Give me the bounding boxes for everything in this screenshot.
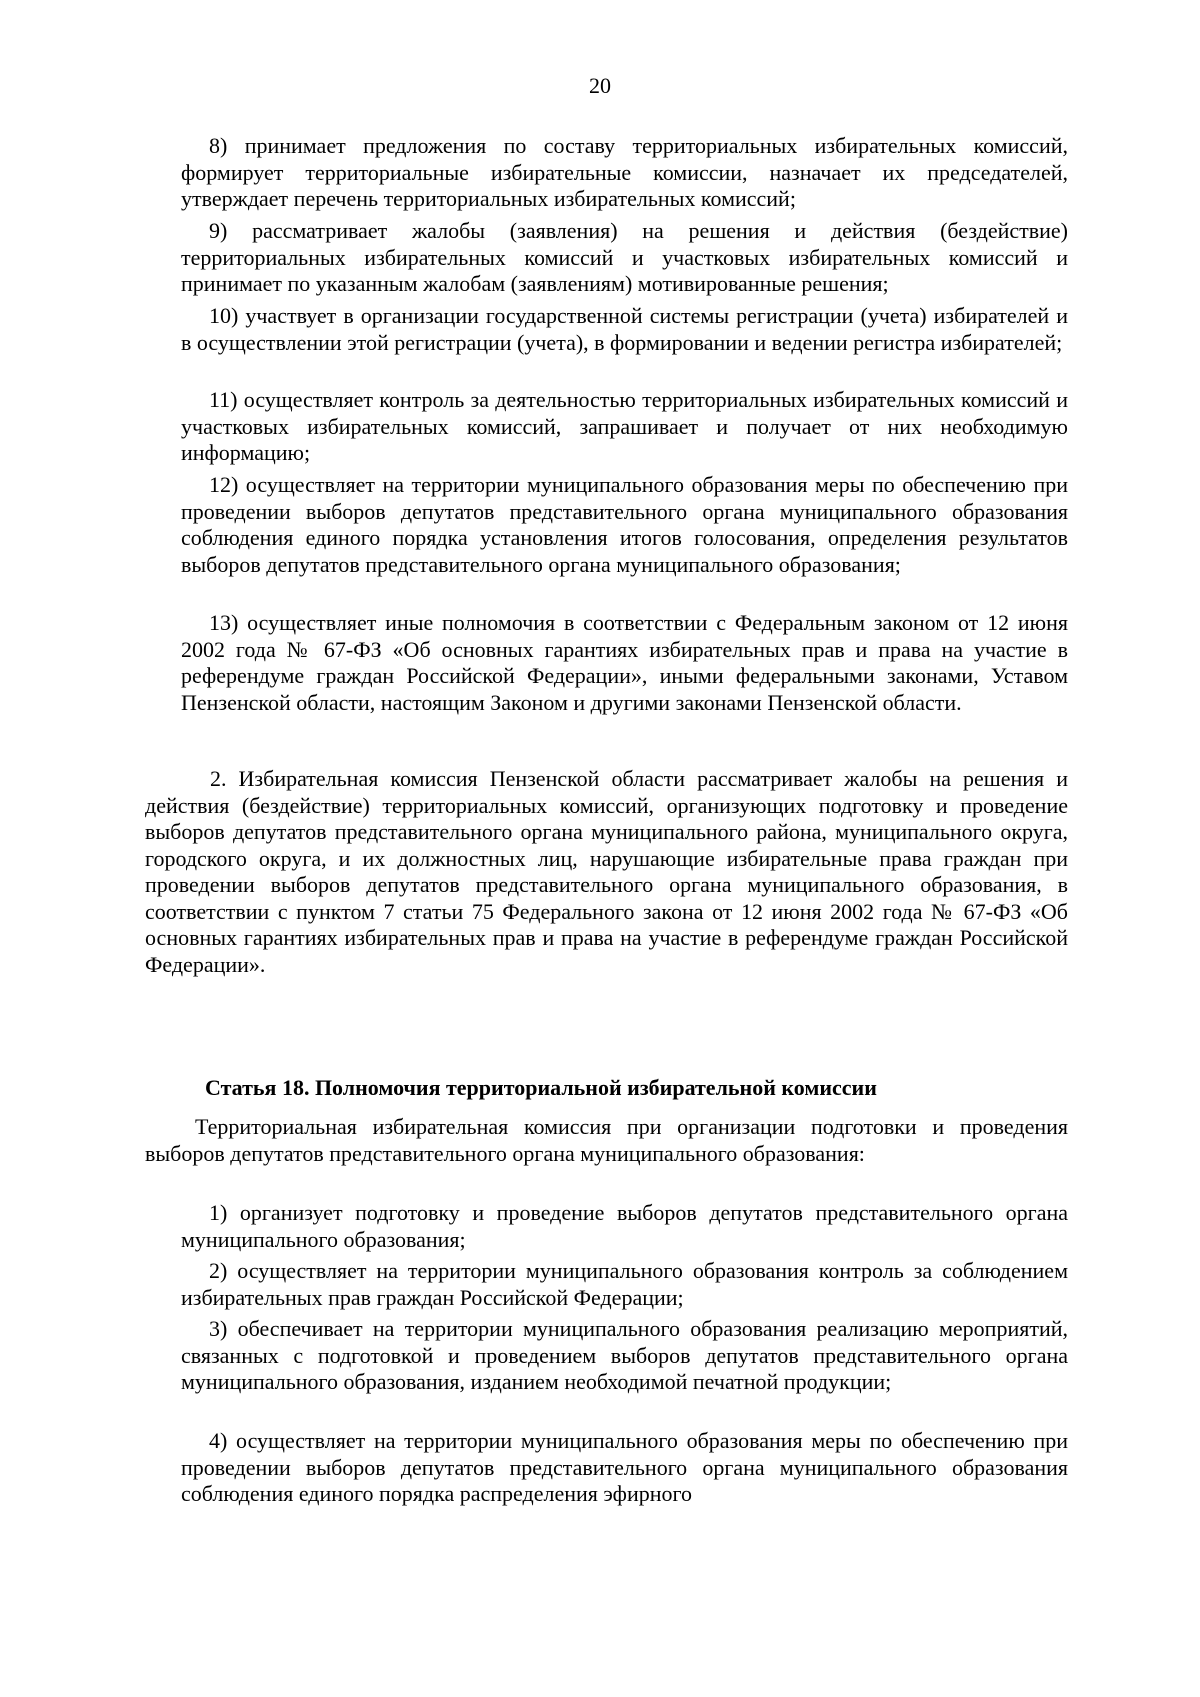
page-number: 20 <box>589 73 611 98</box>
list-item-8: 8) принимает предложения по составу территориальных избирательных комиссий, формирует территориальные избирательные комиссии, назначает их председателей, утверждает перечень территориальных избирательных комиссий; <box>181 133 1068 211</box>
list-item-13: 13) осуществляет иные полномочия в соответствии с Федеральным законом от 12 июня 2002 года № 67-ФЗ «Об основных гарантиях избирательных прав и права на участие в референдуме граждан Российской Федерации», иными федеральными законами, Уставом Пензенской области, настоящим Законом и другими законами Пензенской области. <box>181 610 1068 715</box>
list-item-12: 12) осуществляет на территории муниципального образования меры по обеспечению при проведении выборов депутатов представительного органа муниципального образования соблюдения единого порядка установления итогов голосования, определения результатов выборов депутатов представительного органа муниципального образования; <box>181 472 1068 577</box>
article-18-intro: Территориальная избирательная комиссия при организации подготовки и проведения выборов депутатов представительного органа муниципального образования: <box>145 1114 1068 1166</box>
list-item-10: 10) участвует в организации государственной системы регистрации (учета) избирателей и в осуществлении этой регистрации (учета), в формировании и ведении регистра избирателей; <box>181 303 1068 355</box>
article-18-heading: Статья 18. Полномочия территориальной избирательной комиссии <box>205 1075 877 1100</box>
article-18-item-1: 1) организует подготовку и проведение выборов депутатов представительного органа муниципального образования; <box>181 1200 1068 1252</box>
article-18-item-2: 2) осуществляет на территории муниципального образования контроль за соблюдением избирательных прав граждан Российской Федерации; <box>181 1258 1068 1310</box>
paragraph-2: 2. Избирательная комиссия Пензенской области рассматривает жалобы на решения и действия (бездействие) территориальных комиссий, организующих подготовку и проведение выборов депутатов представительного органа муниципального района, муниципального округа, городского округа, и их должностных лиц, нарушающие избирательные права граждан при проведении выборов депутатов представительного органа муниципального образования, в соответствии с пунктом 7 статьи 75 Федерального закона от 12 июня 2002 года № 67-ФЗ «Об основных гарантиях избирательных прав и права на участие в референдуме граждан Российской Федерации». <box>145 766 1068 977</box>
list-item-11: 11) осуществляет контроль за деятельностью территориальных избирательных комиссий и участковых избирательных комиссий, запрашивает и получает от них необходимую информацию; <box>181 387 1068 465</box>
article-18-item-3: 3) обеспечивает на территории муниципального образования реализацию мероприятий, связанных с подготовкой и проведением выборов депутатов представительного органа муниципального образования, изданием необходимой печатной продукции; <box>181 1316 1068 1394</box>
list-item-9: 9) рассматривает жалобы (заявления) на решения и действия (бездействие) территориальных избирательных комиссий и участковых избирательных комиссий и принимает по указанным жалобам (заявлениям) мотивированные решения; <box>181 218 1068 296</box>
article-18-item-4: 4) осуществляет на территории муниципального образования меры по обеспечению при проведении выборов депутатов представительного органа муниципального образования соблюдения единого порядка распределения эфирного <box>181 1428 1068 1506</box>
